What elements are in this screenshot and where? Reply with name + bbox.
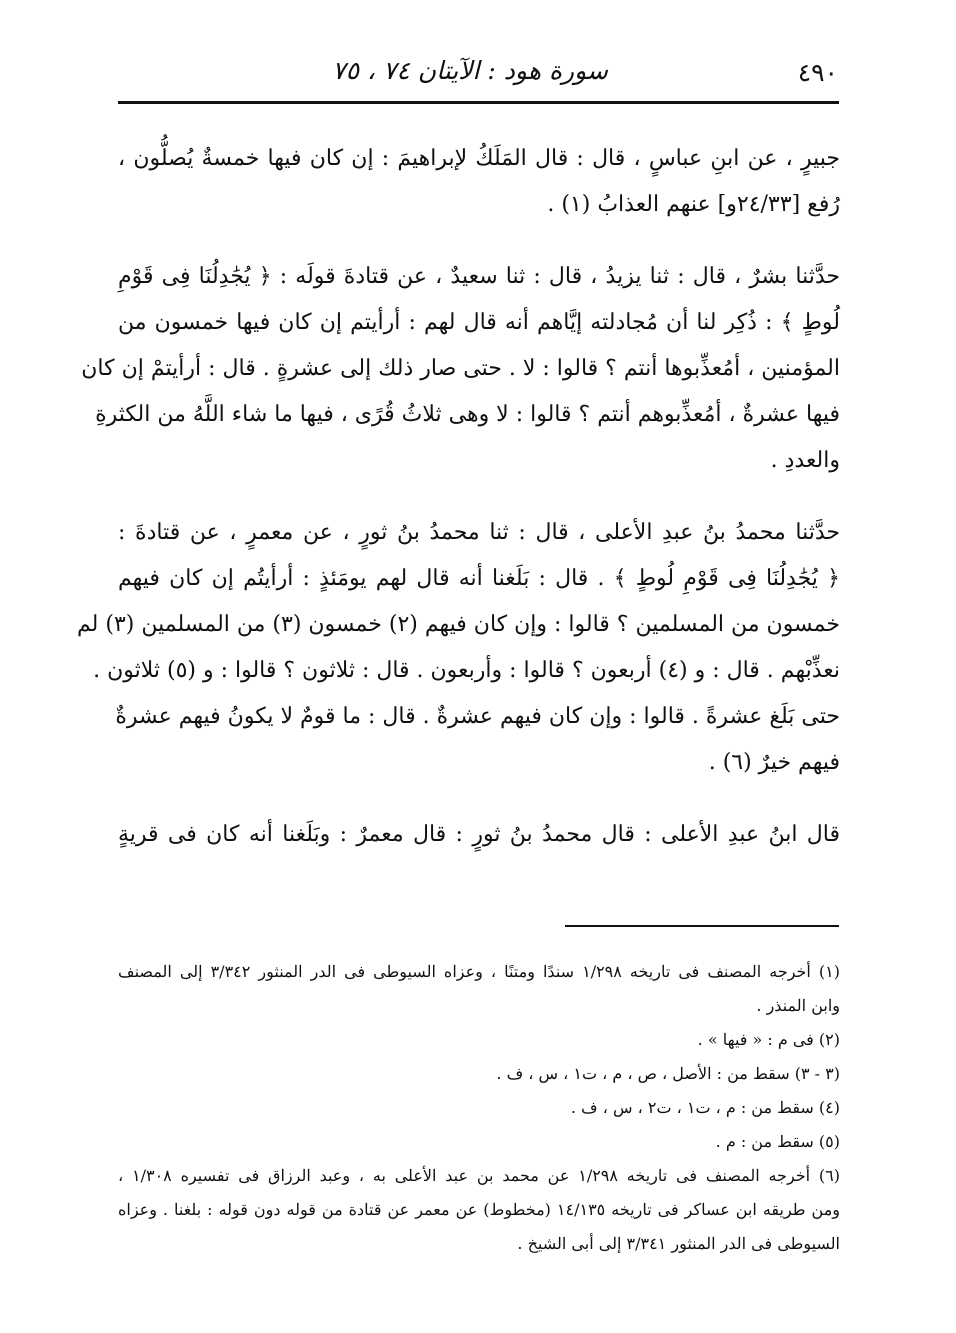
footnote-line: السيوطى فى الدر المنثور ٣/٣٤١ إلى أبى الشيخ . [517,1234,840,1253]
text-line: حدَّثنا بشرٌ ، قال : ثنا يزيدُ ، قال : ثنا سعيدٌ ، عن قتادةَ قولَه : ﴿ يُجَٰدِلُنَا فِى قَوْمِ [118,264,840,289]
footnote-line: ومن طريقه ابن عساكر فى تاريخه ١٤/١٣٥ (مخطوط) عن معمر عن قتادة من قوله دون قوله : بلغنا . وعزاه [118,1200,841,1219]
page-header [118,48,838,98]
text-line: لُوطٍ ﴾ : ذُكِر لنا أن مُجادلته إيَّاهم أنه قال لهم : أرأيتم إن كان فيها خمسون من [118,310,840,335]
text-line: جبيرٍ ، عن ابنِ عباسٍ ، قال : قال المَلَكُ لإبراهيمَ : إن كان فيها خمسةٌ يُصلُّون ، [118,146,840,171]
header-rule [118,101,839,104]
footnote-line: (١) أخرجه المصنف فى تاريخه ١/٢٩٨ سندًا ومتنًا ، وعزاه السيوطى فى الدر المنثور ٣/٣٤٢ إلى المصنف [118,962,840,981]
footnotes [118,955,840,1261]
text-line: خمسون من المسلمين ؟ قالوا : وإن كان فيهم (٢) خمسون (٣) من المسلمين (٣) لم [77,612,840,637]
main-text [77,136,840,858]
text-line: المؤمنين ، أمُعذِّبوها أنتم ؟ قالوا : لا . حتى صار ذلك إلى عشرةٍ . قال : أرأيتمْ إن كان [81,356,840,381]
footnote-line: (٢) فى م : « فيها » . [697,1030,840,1049]
paragraph-2 [81,254,840,484]
footnote-rule [565,925,839,927]
footnote-line: (٤) سقط من : م ، ت١ ، ت٢ ، س ، ف . [570,1098,840,1117]
text-line: فيهم خيرٌ (٦) . [708,750,840,775]
footnote-line: (٦) أخرجه المصنف فى تاريخه ١/٢٩٨ عن محمد بن عبد الأعلى به ، وعبد الرزاق فى تفسيره ١/٣٠٨ ، [118,1166,841,1185]
footnote-line: (٥) سقط من : م . [715,1132,840,1151]
paragraph-1 [118,136,840,228]
text-line: حتى بَلَغ عشرةً . قالوا : وإن كان فيهم عشرةٌ . قال : ما قومٌ لا يكونُ فيهم عشرةٌ [115,704,840,729]
text-line: قال ابنُ عبدِ الأعلى : قال محمدُ بنُ ثورٍ : قال معمرٌ : وبَلَغنا أنه كان فى قريةٍ [118,822,840,847]
text-line: نعذِّبْهم . قال : و (٤) أربعون ؟ قالوا : وأربعون . قال : ثلاثون ؟ قالوا : و (٥) ثلاثون . [93,658,840,683]
running-title: سورة هود : الآيتان ٧٤ ، ٧٥ [332,56,608,85]
paragraph-4 [118,812,840,858]
page-number: ٤٩٠ [797,58,838,87]
text-line: والعددِ . [770,448,840,473]
footnote-line: (٣ - ٣) سقط من : الأصل ، ص ، م ، ت١ ، س ، ف . [496,1064,840,1083]
footnote-line: وابن المنذر . [756,996,840,1015]
text-line: حدَّثنا محمدُ بنُ عبدِ الأعلى ، قال : ثنا محمدُ بنُ ثورٍ ، عن معمرٍ ، عن قتادةَ : [118,520,840,545]
paragraph-3 [77,510,840,786]
text-line: فيها عشرةٌ ، أمُعذِّبوهم أنتم ؟ قالوا : لا وهى ثلاثُ قُرًى ، فيها ما شاء اللَّهُ من الكثرةِ [95,402,840,427]
text-line: ﴿ يُجَٰدِلُنَا فِى قَوْمِ لُوطٍ ﴾ . قال : بَلَغنا أنه قال لهم يومَئذٍ : أرأيتُم إن كان فيهم [118,566,840,591]
text-line: رُفع [٢٤/٣٣و] عنهم العذابُ (١) . [547,192,840,217]
